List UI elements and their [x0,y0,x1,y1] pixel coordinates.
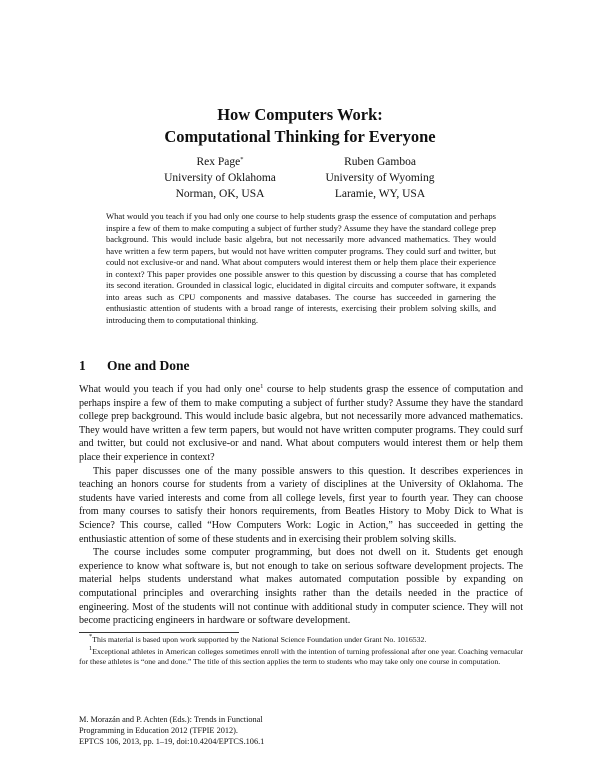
paragraph-2: This paper discusses one of the many possible answers to this question. It describes experiences in teaching an honors course for students from a variety of disciplines at the University of Oklahoma. The students have varied interests and come from all college levels, first year to fourth year. They can choose from many courses to satisfy their honors requirements, from Beatles History to Moby Dick to What is Science? This course, called “How Computers Work: Logic in Action,” has succeeded in getting the enthusiastic attention of some of these students and in exercising their problem solving skills. [79,465,523,545]
author-1-name: Rex Page [196,156,241,168]
body-text [79,383,523,628]
author-block [150,154,450,202]
footnotes [79,635,523,669]
venue-line-1: M. Morazán and P. Achten (Eds.): Trends in Functional [79,715,263,724]
footnote-1-text: Exceptional athletes in American colleges sometimes enroll with the intention of turning professional after one year. Coaching vernacular for these athletes is “one and done.” The title of this section applies the term to students who may take only one course in computation. [79,646,523,666]
author-1-location: Norman, OK, USA [175,188,265,200]
paragraph-1-start: What would you teach if you had only one [79,384,261,395]
title-line-2: Computational Thinking for Everyone [164,127,436,146]
footnote-1-mark: 1 [89,644,93,652]
venue-line-3: EPTCS 106, 2013, pp. 1–19, doi:10.4204/EPTCS.106.1 [79,737,265,747]
footnote-star-mark: * [89,633,93,640]
author-1 [150,154,290,202]
section-title: One and Done [107,358,190,373]
venue-line-2: Programming in Education 2012 (TFPIE 2012). [79,726,239,736]
author-1-footnote-mark: * [240,156,244,163]
footnote-1 [79,644,523,668]
paragraph-1-rest: course to help students grasp the essence of computation and perhaps inspire a few of them to make computing a subject of further study? Assume they have the standard college prep background. This would include basic algebra, but not necessarily more advanced mathematics. They would have written a few term papers, but would not have written computer programs. They could surf and twitter, but could not exclusive-or and nand. What about computers would interest them or help them place their experience in context? [79,384,523,463]
abstract: What would you teach if you had only one course to help students grasp the essence of computation and perhaps inspire a few of them to make computing a subject of further study? Assume they have the standard college prep background. This would include basic algebra, but not necessarily more advanced mathematics. They would have written a few term papers, but would not have written computer programs. They could surf and twitter, but could not exclusive-or and nand. What about computers would interest them or help them place their experience in context? This paper provides one possible answer to this question by discussing a course that has completed its second iteration. Grounded in classical logic, elucidated in digital circuits and computer software, it expands into areas such as CPU components and massive databases. The course has succeeded in garnering the enthusiastic attention of students with a broad range of interests, exercising their problem solving skills, and introducing them to computational thinking. [106,211,496,325]
author-2-name: Ruben Gamboa [344,156,416,168]
footnote-star-text: This material is based upon work supported by the National Science Foundation under Grant No. 1016532. [92,635,427,644]
paragraph-3: The course includes some computer programming, but does not dwell on it. Students get enough experience to know what software is, but not enough to take on serious software development projects. The material helps students understand what makes automated computation possible by expanding on computational principles and overarching insights rather than the details needed in the practice of engineering. Most of the students will not continue with additional study in computer science. They will not become practicing engineers in hardware or software development. [79,547,523,627]
author-2-affiliation: University of Wyoming [325,172,435,184]
author-1-affiliation: University of Oklahoma [164,172,276,184]
footnote-star [79,635,523,646]
footnote-ref-1[interactable]: 1 [260,383,264,390]
author-2-location: Laramie, WY, USA [334,188,426,200]
paragraph-1 [79,383,523,465]
author-2 [310,154,450,202]
footnote-divider [79,632,239,633]
title-line-1: How Computers Work: [217,105,383,124]
publication-venue [79,714,264,748]
section-number: 1 [79,358,86,373]
section-heading [79,358,190,374]
paper-title [0,104,600,148]
